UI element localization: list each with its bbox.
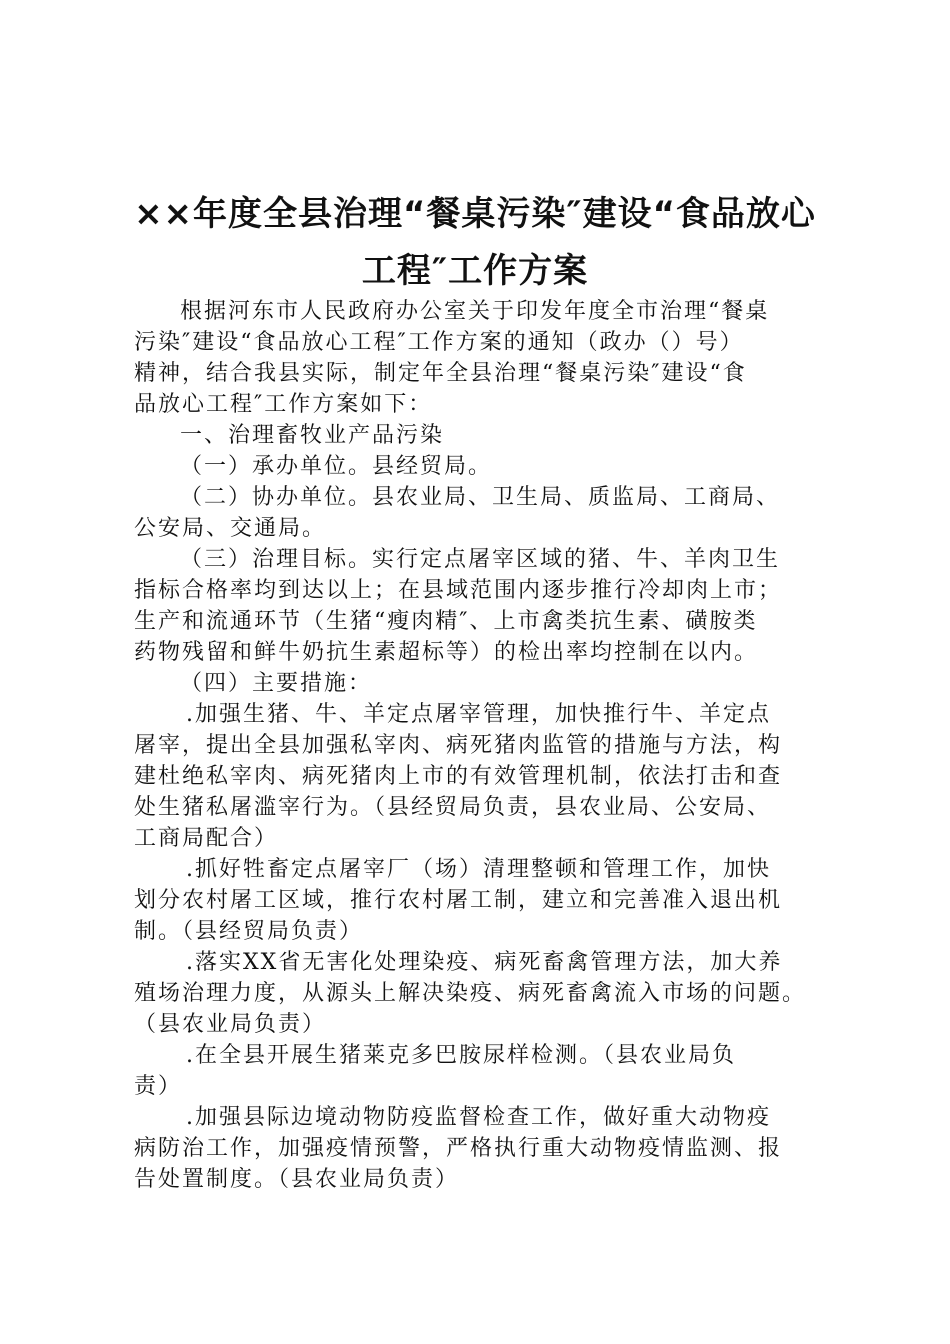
- body-text-line: 工商局配合）: [134, 826, 279, 851]
- body-text-line: .落实XX省无害化处理染疫、病死畜禽管理方法，加大养: [186, 950, 783, 975]
- body-text-line: 殖场治理力度，从源头上解决染疫、病死畜禽流入市场的问题。: [134, 981, 807, 1006]
- body-text-line: 污染″建设“食品放心工程″工作方案的通知（政办（）号）: [134, 330, 744, 355]
- body-text-line: 病防治工作，加强疫情预警，严格执行重大动物疫情监测、报: [134, 1136, 783, 1161]
- document-title-line1: ××年度全县治理“餐桌污染″建设“食品放心: [134, 194, 816, 234]
- body-text-line: （二）协办单位。县农业局、卫生局、质监局、工商局、: [180, 485, 781, 510]
- body-text-line: 建杜绝私宰肉、病死猪肉上市的有效管理机制，依法打击和查: [134, 764, 783, 789]
- body-text-line: （一）承办单位。县经贸局。: [180, 454, 493, 479]
- body-text-line: 处生猪私屠滥宰行为。（县经贸局负责，县农业局、公安局、: [134, 795, 772, 820]
- document-body: [134, 296, 824, 1195]
- body-text-line: 根据河东市人民政府办公室关于印发年度全市治理“餐桌: [180, 299, 770, 324]
- body-text-line: 责）: [134, 1074, 183, 1099]
- body-text-line: 品放心工程″工作方案如下：: [134, 392, 433, 417]
- body-text-line: 生产和流通环节（生猪“瘦肉精″、上市禽类抗生素、磺胺类: [134, 609, 758, 634]
- body-text-line: （三）治理目标。实行定点屠宰区域的猪、牛、羊肉卫生: [180, 547, 781, 572]
- body-text-line: .加强县际边境动物防疫监督检查工作，做好重大动物疫: [186, 1105, 771, 1130]
- body-text-line: 药物残留和鲜牛奶抗生素超标等）的检出率均控制在以内。: [134, 640, 759, 665]
- body-text-line: .在全县开展生猪莱克多巴胺尿样检测。（县农业局负: [186, 1043, 736, 1068]
- document-title-line2: 工程″工作方案: [361, 251, 589, 291]
- body-text-line: 指标合格率均到达以上；在县域范围内逐步推行冷却肉上市；: [134, 578, 783, 603]
- body-text-line: 制。（县经贸局负责）: [134, 919, 364, 944]
- body-text-line: 精神，结合我县实际，制定年全县治理“餐桌污染″建设“食: [134, 361, 747, 386]
- body-text-line: .加强生猪、牛、羊定点屠宰管理，加快推行牛、羊定点: [186, 702, 771, 727]
- body-text-line: 划分农村屠工区域，推行农村屠工制，建立和完善准入退出机: [134, 888, 783, 913]
- body-text-line: 屠宰，提出全县加强私宰肉、病死猪肉监管的措施与方法，构: [134, 733, 783, 758]
- body-text-line: （四）主要措施：: [180, 671, 373, 696]
- body-text-line: .抓好牲畜定点屠宰厂（场）清理整顿和管理工作，加快: [186, 857, 771, 882]
- body-text-line: 一、治理畜牧业产品污染: [180, 423, 445, 448]
- body-text-line: 告处置制度。（县农业局负责）: [134, 1167, 460, 1192]
- body-text-line: 公安局、交通局。: [134, 516, 327, 541]
- body-text-line: （县农业局负责）: [134, 1012, 327, 1037]
